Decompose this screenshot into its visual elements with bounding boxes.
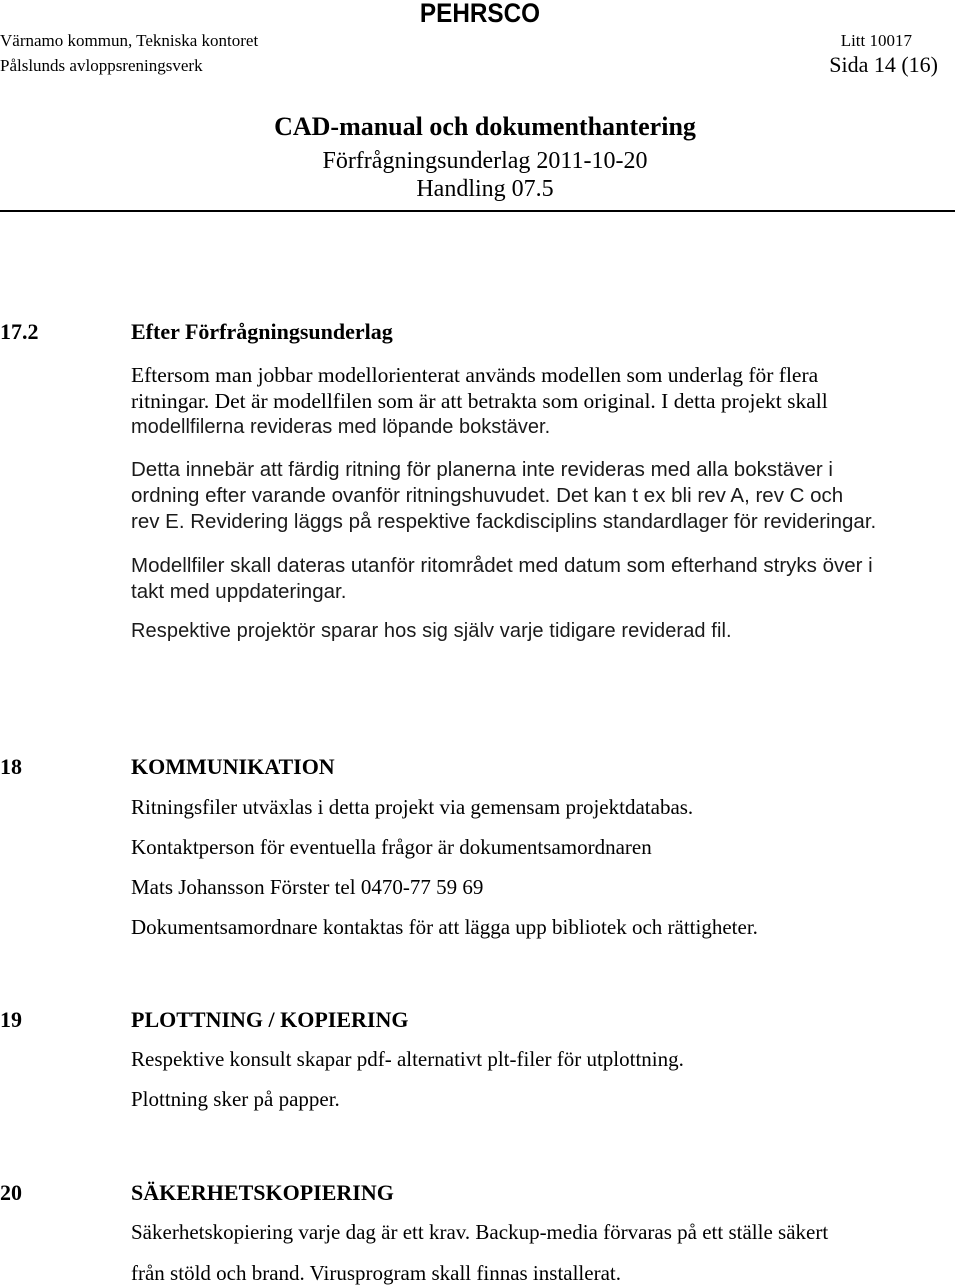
text-line: modellfilerna revideras med löpande bokstäver.: [131, 416, 551, 438]
text-line: rev E. Revidering läggs på respektive fackdisciplins standardlager för revideringar.: [131, 510, 877, 533]
document-handling: Handling 07.5: [416, 176, 554, 202]
section-title: PLOTTNING / KOPIERING: [131, 1007, 409, 1032]
section-title: KOMMUNIKATION: [131, 754, 335, 779]
contact-line: Mats Johansson Förster tel 0470-77 59 69: [131, 875, 484, 899]
section-title: SÄKERHETSKOPIERING: [131, 1180, 394, 1205]
paragraph: [131, 457, 951, 535]
text-line: ritningar. Det är modellfilen som är att betrakta som original. I detta projekt skall: [131, 389, 828, 413]
header-document-number: Litt 10017: [840, 31, 912, 50]
header-facility: Pålslunds avloppsreningsverk: [0, 56, 203, 75]
section-number: 18: [0, 754, 22, 779]
text-line: Säkerhetskopiering varje dag är ett krav. Backup-media förvaras på ett ställe säkert: [131, 1220, 829, 1244]
section-title: Efter Förfrågningsunderlag: [131, 319, 393, 344]
text-line: ordning efter varande ovanför ritningshuvudet. Det kan t ex bli rev A, rev C och: [131, 484, 844, 507]
document-subtitle: Förfrågningsunderlag 2011-10-20: [322, 148, 648, 174]
page-number: Sida 14 (16): [829, 52, 938, 77]
header-municipality: Värnamo kommun, Tekniska kontoret: [0, 31, 259, 50]
text-line: Modellfiler skall dateras utanför ritområdet med datum som efterhand stryks över i: [131, 554, 873, 577]
paragraph: [131, 553, 951, 605]
section-number: 20: [0, 1180, 22, 1205]
text-line: Kontaktperson för eventuella frågor är dokumentsamordnaren: [131, 835, 652, 859]
paragraph: [131, 362, 951, 440]
text-line: Eftersom man jobbar modellorienterat används modellen som underlag för flera: [131, 363, 819, 387]
text-line: Plottning sker på papper.: [131, 1087, 340, 1111]
document-title: CAD-manual och dokumenthantering: [274, 112, 696, 141]
text-line: från stöld och brand. Virusprogram skall finnas installerat.: [131, 1261, 621, 1285]
text-line: Respektive konsult skapar pdf- alternativt plt-filer för utplottning.: [131, 1047, 684, 1071]
text-line: Ritningsfiler utväxlas i detta projekt via gemensam projektdatabas.: [131, 795, 694, 819]
text-line: takt med uppdateringar.: [131, 580, 347, 603]
text-line: Dokumentsamordnare kontaktas för att lägga upp bibliotek och rättigheter.: [131, 915, 758, 939]
section-number: 19: [0, 1007, 22, 1032]
section-number: 17.2: [0, 319, 39, 344]
paragraph: Respektive projektör sparar hos sig själv varje tidigare reviderad fil.: [131, 620, 732, 642]
company-logo: PEHRSCO: [419, 0, 541, 28]
text-line: Detta innebär att färdig ritning för planerna inte revideras med alla bokstäver i: [131, 458, 833, 481]
header-divider: [0, 210, 955, 212]
